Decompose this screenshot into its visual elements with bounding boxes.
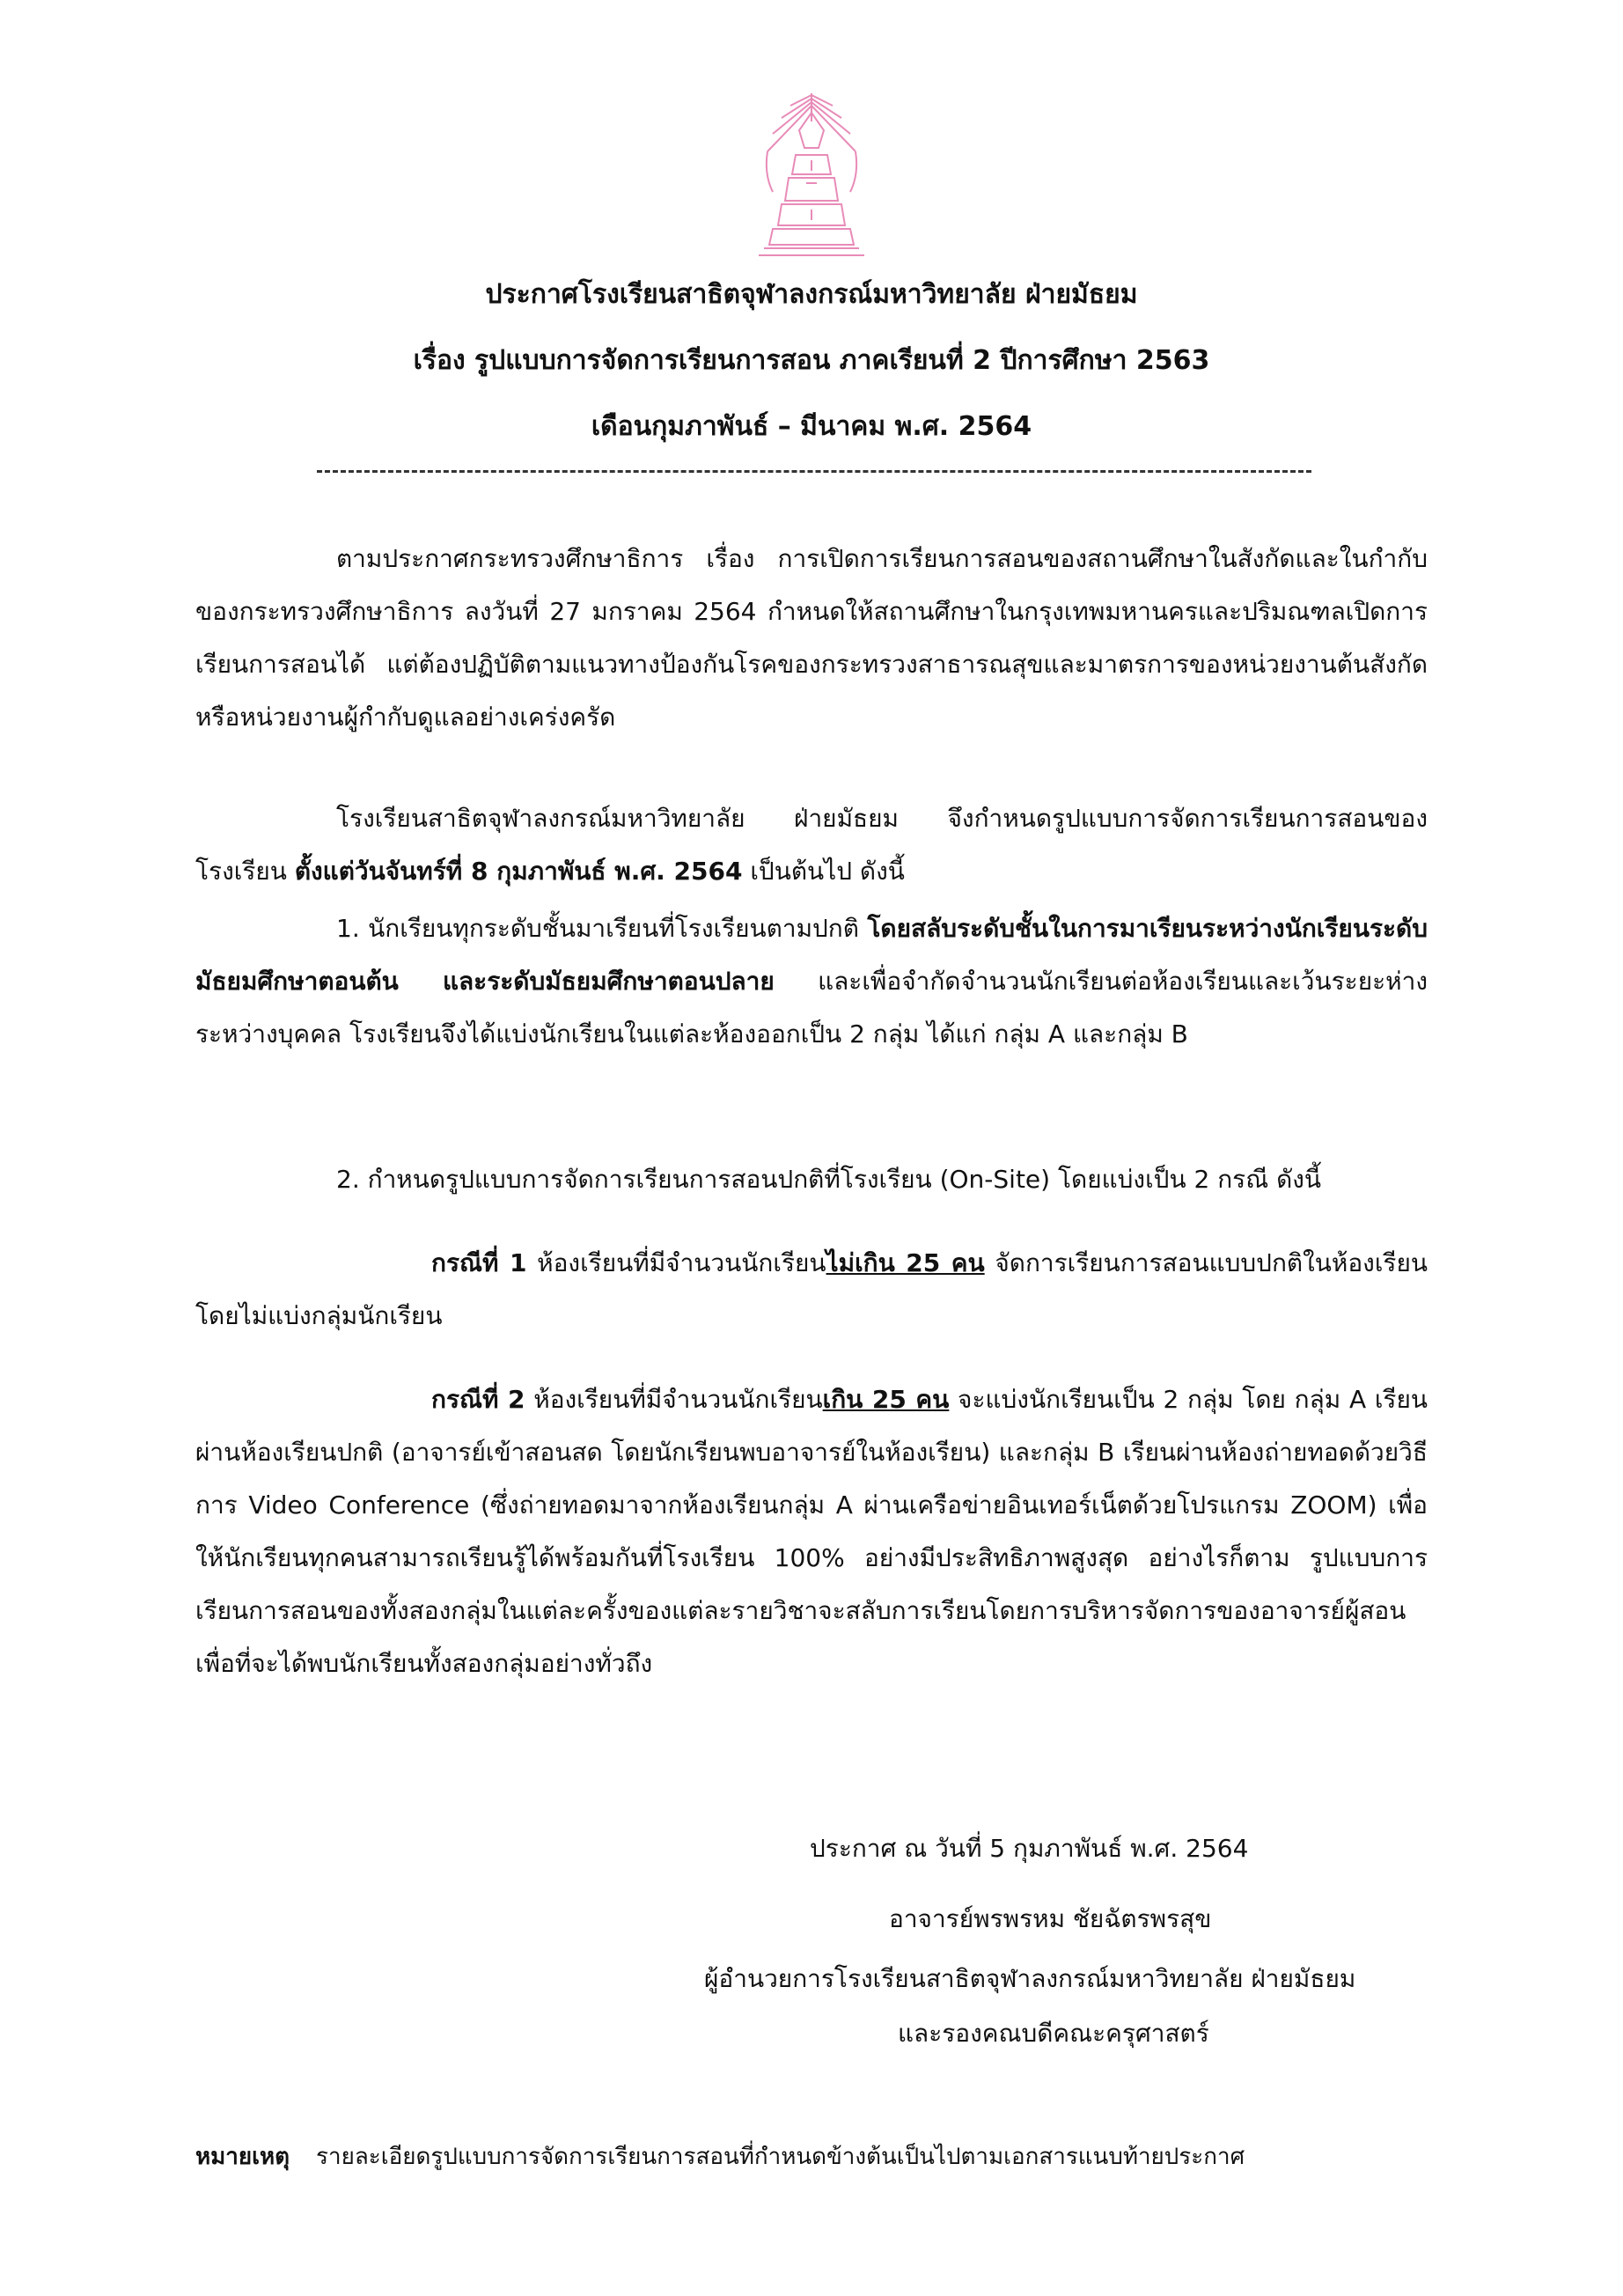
list-item-2	[195, 1153, 1428, 1206]
paragraph-1-text: ตามประกาศกระทรวงศึกษาธิการ เรื่อง การเปิดการเรียนการสอนของสถานศึกษาในสังกัดและในกำกับของกระทรวงศึกษาธิการ ลงวันที่ 27 มกราคม 2564 กำหนดให้สถานศึกษาในกรุงเทพมหานครและปริมณฑลเปิดการเรียนการสอนได้ แต่ต้องปฏิบัติตามแนวทางป้องกันโรคของกระทรวงสาธารณสุขและมาตรการของหน่วยงานต้นสังกัดหรือหน่วยงานผู้กำกับดูแลอย่างเคร่งครัด	[195, 544, 1428, 732]
announcement-subject: เรื่อง รูปแบบการจัดการเรียนการสอน ภาคเรียนที่ 2 ปีการศึกษา 2563	[413, 345, 1210, 376]
item-1-tail: และเพื่อจำกัดจำนวนนักเรียนต่อห้องเรียนและเว้นระยะห่างระหว่างบุคคล โรงเรียนจึงได้แบ่งนักเรียนในแต่ละห้องออกเป็น 2 กลุ่ม ได้แก่ กลุ่ม A และกลุ่ม B	[195, 967, 1428, 1049]
paragraph-2-text: โรงเรียนสาธิตจุฬาลงกรณ์มหาวิทยาลัย ฝ่ายมัธยม จึงกำหนดรูปแบบการจัดการเรียนการสอนของโรงเรียน	[195, 804, 1428, 886]
announcement-title: ประกาศโรงเรียนสาธิตจุฬาลงกรณ์มหาวิทยาลัย ฝ่ายมัธยม	[485, 279, 1138, 310]
item-1-bold: โดยสลับระดับชั้นในการมาเรียนระหว่างนักเรียนระดับมัธยมศึกษาตอนต้น และระดับมัธยมศึกษาตอนปลาย	[195, 914, 1428, 996]
signature-position-1: ผู้อำนวยการโรงเรียนสาธิตจุฬาลงกรณ์มหาวิทยาลัย ฝ่ายมัธยม	[704, 1964, 1356, 1993]
case-1	[195, 1237, 1428, 1343]
case-2-tail: จะแบ่งนักเรียนเป็น 2 กลุ่ม โดย กลุ่ม A เรียนผ่านห้องเรียนปกติ (อาจารย์เข้าสอนสด โดยนักเรียนพบอาจารย์ในห้องเรียน) และกลุ่ม B เรียนผ่านห้องถ่ายทอดด้วยวิธีการ Video Conference (ซึ่งถ่ายทอดมาจากห้องเรียนกลุ่ม A ผ่านเครือข่ายอินเทอร์เน็ตด้วยโปรแกรม ZOOM) เพื่อให้นักเรียนทุกคนสามารถเรียนรู้ได้พร้อมกันที่โรงเรียน 100% อย่างมีประสิทธิภาพสูงสุด อย่างไรก็ตาม รูปแบบการเรียนการสอนของทั้งสองกลุ่มในแต่ละครั้งของแต่ละรายวิชาจะสลับการเรียนโดยการบริหารจัดการของอาจารย์ผู้สอนเพื่อที่จะได้พบนักเรียนทั้งสองกลุ่มอย่างทั่วถึง	[195, 1385, 1428, 1678]
signature-date: ประกาศ ณ วันที่ 5 กุมภาพันธ์ พ.ศ. 2564	[810, 1834, 1249, 1863]
item-2-text: 2. กำหนดรูปแบบการจัดการเรียนการสอนปกติที่โรงเรียน (On-Site) โดยแบ่งเป็น 2 กรณี ดังนี้	[336, 1165, 1322, 1194]
announcement-period: เดือนกุมภาพันธ์ – มีนาคม พ.ศ. 2564	[591, 411, 1032, 442]
paragraph-2-start-date: ตั้งแต่วันจันทร์ที่ 8 กุมภาพันธ์ พ.ศ. 2564	[294, 857, 743, 886]
footnote-label: หมายเหตุ	[195, 2144, 290, 2170]
signature-position-2: และรองคณบดีคณะครุศาสตร์	[898, 2019, 1209, 2048]
case-2-text: ห้องเรียนที่มีจำนวนนักเรียน	[525, 1385, 823, 1414]
list-item-1	[195, 902, 1428, 1061]
case-2-limit: เกิน 25 คน	[822, 1385, 950, 1414]
footnote	[195, 2139, 1245, 2175]
footnote-text: รายละเอียดรูปแบบการจัดการเรียนการสอนที่กำหนดข้างต้นเป็นไปตามเอกสารแนบท้ายประกาศ	[316, 2144, 1245, 2170]
case-2-label: กรณีที่ 2	[431, 1385, 525, 1414]
case-2	[195, 1373, 1428, 1690]
dashed-divider	[317, 470, 1311, 473]
case-1-limit: ไม่เกิน 25 คน	[826, 1248, 985, 1277]
case-1-label: กรณีที่ 1	[431, 1248, 527, 1277]
paragraph-2-tail: เป็นต้นไป ดังนี้	[742, 857, 905, 886]
case-1-text: ห้องเรียนที่มีจำนวนนักเรียน	[526, 1248, 826, 1277]
item-1-text: 1. นักเรียนทุกระดับชั้นมาเรียนที่โรงเรียนตามปกติ	[336, 914, 868, 943]
case-1-tail: จัดการเรียนการสอนแบบปกติในห้องเรียนโดยไม่แบ่งกลุ่มนักเรียน	[195, 1248, 1428, 1330]
signature-name: อาจารย์พรพรหม ชัยฉัตรพรสุข	[889, 1904, 1212, 1933]
school-emblem-icon	[746, 86, 877, 262]
paragraph-1	[195, 533, 1428, 744]
paragraph-2	[195, 792, 1428, 898]
